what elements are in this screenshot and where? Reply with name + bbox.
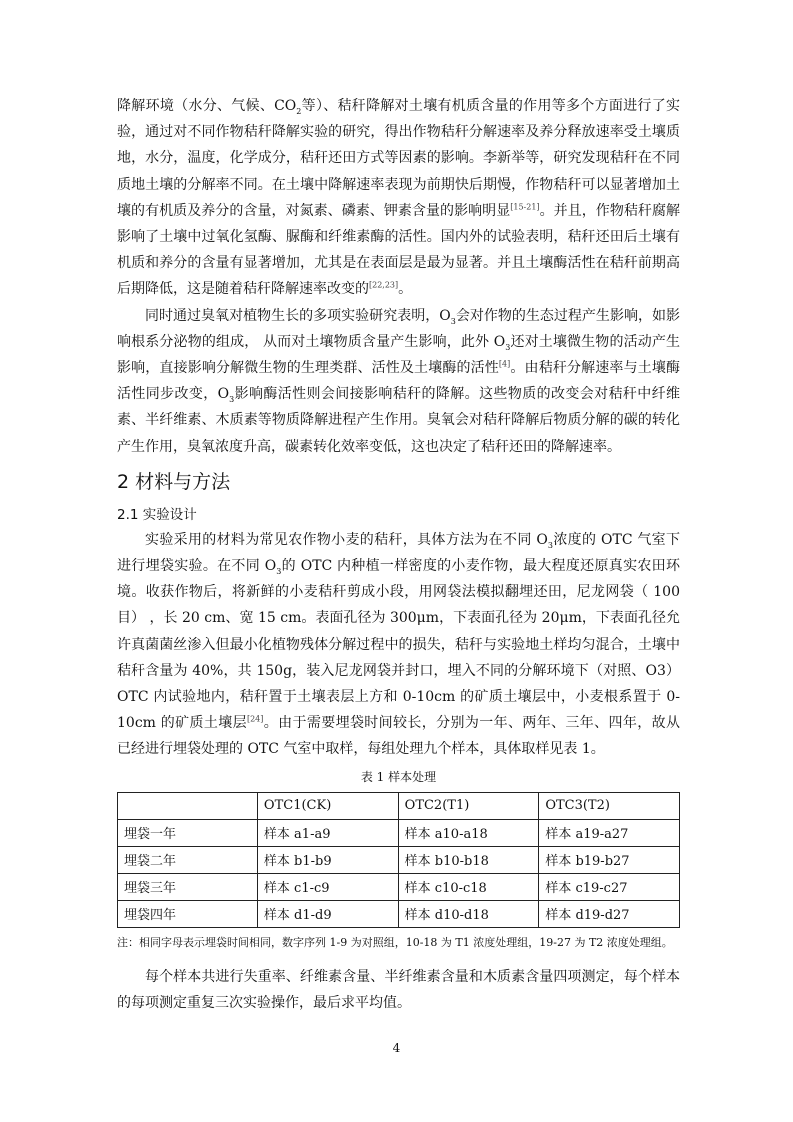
sample-table: [117, 792, 680, 928]
page-content: [117, 93, 680, 1016]
table-cell: 埋袋一年: [118, 819, 258, 846]
table-cell: 埋袋四年: [118, 900, 258, 927]
table-note: 注：相同字母表示埋袋时间相同，数字序列 1-9 为对照组，10-18 为 T1 浓度处理组，19-27 为 T2 浓度处理组。: [117, 935, 673, 949]
paragraph-measurement: 每个样本共进行失重率、纤维素含量、半纤维素含量和木质素含量四项测定，每个样本的每项测定重复三次实验操作，最后求平均值。: [117, 968, 680, 1011]
table-cell: 样本 a19-a27: [539, 819, 680, 846]
text-span: 等）、秸秆降解对土壤有机质含量的作用等多个方面进行了实验，通过对不同作物秸秆降解实验的研究，得出作物秸秆分解速率及养分释放速率受土壤质地，水分，温度，化学成分，秸秆还田方式等因素的影响。李新举等，研究发现秸秆在不同质地土壤的分解率不同。在土壤中降解速率表现为前期快后期慢，作物秸秆可以显著增加土壤的有机质及养分的含量，对氮素、磷素、钾素含量的影响明显: [117, 98, 680, 219]
text-span: 还对土壤微生物的活动产生影响，直接影响分解微生物的生理类群、活性及土壤酶的活性: [117, 333, 680, 377]
text-span: 。并且，作物秸秆腐解影响了土壤中过氧化氢酶、脲酶和纤维素酶的活性。国内外的试验表明，秸秆还田后土壤有机质和养分的含量有显著增加，尤其是在表面层是最为显著。并且土壤酶活性在秸秆前期高后期降低，这是随着秸秆降解速率改变的: [117, 202, 681, 298]
citation-ref: [22,23]: [369, 280, 399, 290]
text-span: 同时通过臭氧对植物生长的多项实验研究表明，O: [145, 307, 451, 324]
table-cell: 样本 d19-d27: [539, 900, 680, 927]
table-cell: 样本 d1-d9: [257, 900, 398, 927]
subsection-heading: 2.1 实验设计: [117, 506, 197, 523]
table-cell: 样本 d10-d18: [398, 900, 539, 927]
table-cell: 样本 b1-b9: [257, 846, 398, 873]
text-span: 浓度的 OTC 气室下进行埋袋实验。在不同 O: [117, 531, 680, 575]
table-cell: 埋袋二年: [118, 846, 258, 873]
table-cell: 埋袋三年: [118, 873, 258, 900]
text-span: 。: [398, 281, 413, 298]
text-span: 。由秸秆分解速率与土壤酶活性同步改变，O: [117, 360, 681, 403]
table-row: [118, 819, 680, 846]
subscript: 3: [450, 316, 456, 326]
table-header-cell: OTC3(T2): [539, 792, 680, 819]
table-cell: 样本 c10-c18: [398, 873, 539, 900]
table-header-row: [118, 792, 680, 819]
table-cell: 样本 c19-c27: [539, 873, 680, 900]
text-span: 降解环境（水分、气候、CO: [117, 98, 297, 114]
text-span: 实验采用的材料为常见农作物小麦的秸秆，具体方法为在不同 O: [145, 531, 548, 548]
text-span: 。由于需要埋袋时间较长，分别为一年、两年、三年、四年，故从已经进行埋袋处理的 OTC 气室中取样，每组处理九个样本，具体取样见表 1。: [117, 715, 680, 758]
table-cell: 样本 b19-b27: [539, 846, 680, 873]
table-row: [118, 900, 680, 927]
table-header-cell: OTC2(T1): [398, 792, 539, 819]
table-cell: 样本 a10-a18: [398, 819, 539, 846]
table-header-cell: OTC1(CK): [257, 792, 398, 819]
table-header-cell: [118, 792, 258, 819]
paragraph-decomposition-factors: [117, 93, 680, 303]
subscript: 3: [229, 395, 235, 405]
page-number: 4: [392, 1041, 401, 1055]
table-caption: 表 1 样本处理: [360, 769, 437, 784]
citation-ref: [4]: [498, 359, 511, 369]
subscript: 2: [296, 106, 302, 116]
citation-ref: [24]: [246, 714, 264, 724]
table-cell: 样本 c1-c9: [257, 873, 398, 900]
table-cell: 样本 a1-a9: [257, 819, 398, 846]
table-cell: 样本 b10-b18: [398, 846, 539, 873]
table-row: [118, 846, 680, 873]
text-span: 的 OTC 内种植一样密度的小麦作物，最大程度还原真实农田环境。收获作物后，将新鲜的小麦秸秆剪成小段，用网袋法模拟翻埋还田，尼龙网袋（ 100 目） ，长 20 cm、宽 15 cm。表面孔径为 300μm，下表面孔径为 20μm，下表面孔径允许真菌菌丝渗入但最小化植物残体分解过程中的损失，秸秆与实验地土样均匀混合，土壤中秸秆含量为 40%，共 150g，装入尼龙网袋并封口，埋入不同的分解环境下（对照、O3）OTC 内试验地内，秸秆置于土壤表层上方和 0-10cm 的矿质土壤层中，小麦根系置于 0-10cm 的矿质土壤层: [117, 558, 680, 732]
text-span: 会对作物的生态过程产生影响，如影响根系分泌物的组成， 从而对土壤物质含量产生影响，此外 O: [117, 307, 680, 350]
text-span: 影响酶活性则会间接影响秸秆的降解。这些物质的改变会对秸秆中纤维素、半纤维素、木质素等物质降解进程产生作用。臭氧会对秸秆降解后物质分解的碳的转化产生作用，臭氧浓度升高，碳素转化效率变低，这也决定了秸秆还田的降解速率。: [117, 386, 680, 455]
subscript: 3: [505, 342, 511, 352]
subscript: 3: [547, 540, 553, 550]
table-row: [118, 873, 680, 900]
subscript: 3: [276, 566, 282, 576]
section-heading: 2 材料与方法: [117, 470, 231, 493]
paragraph-experiment-design: [117, 527, 680, 763]
paragraph-ozone-effects: [117, 303, 680, 460]
citation-ref: [15-21]: [510, 202, 540, 212]
